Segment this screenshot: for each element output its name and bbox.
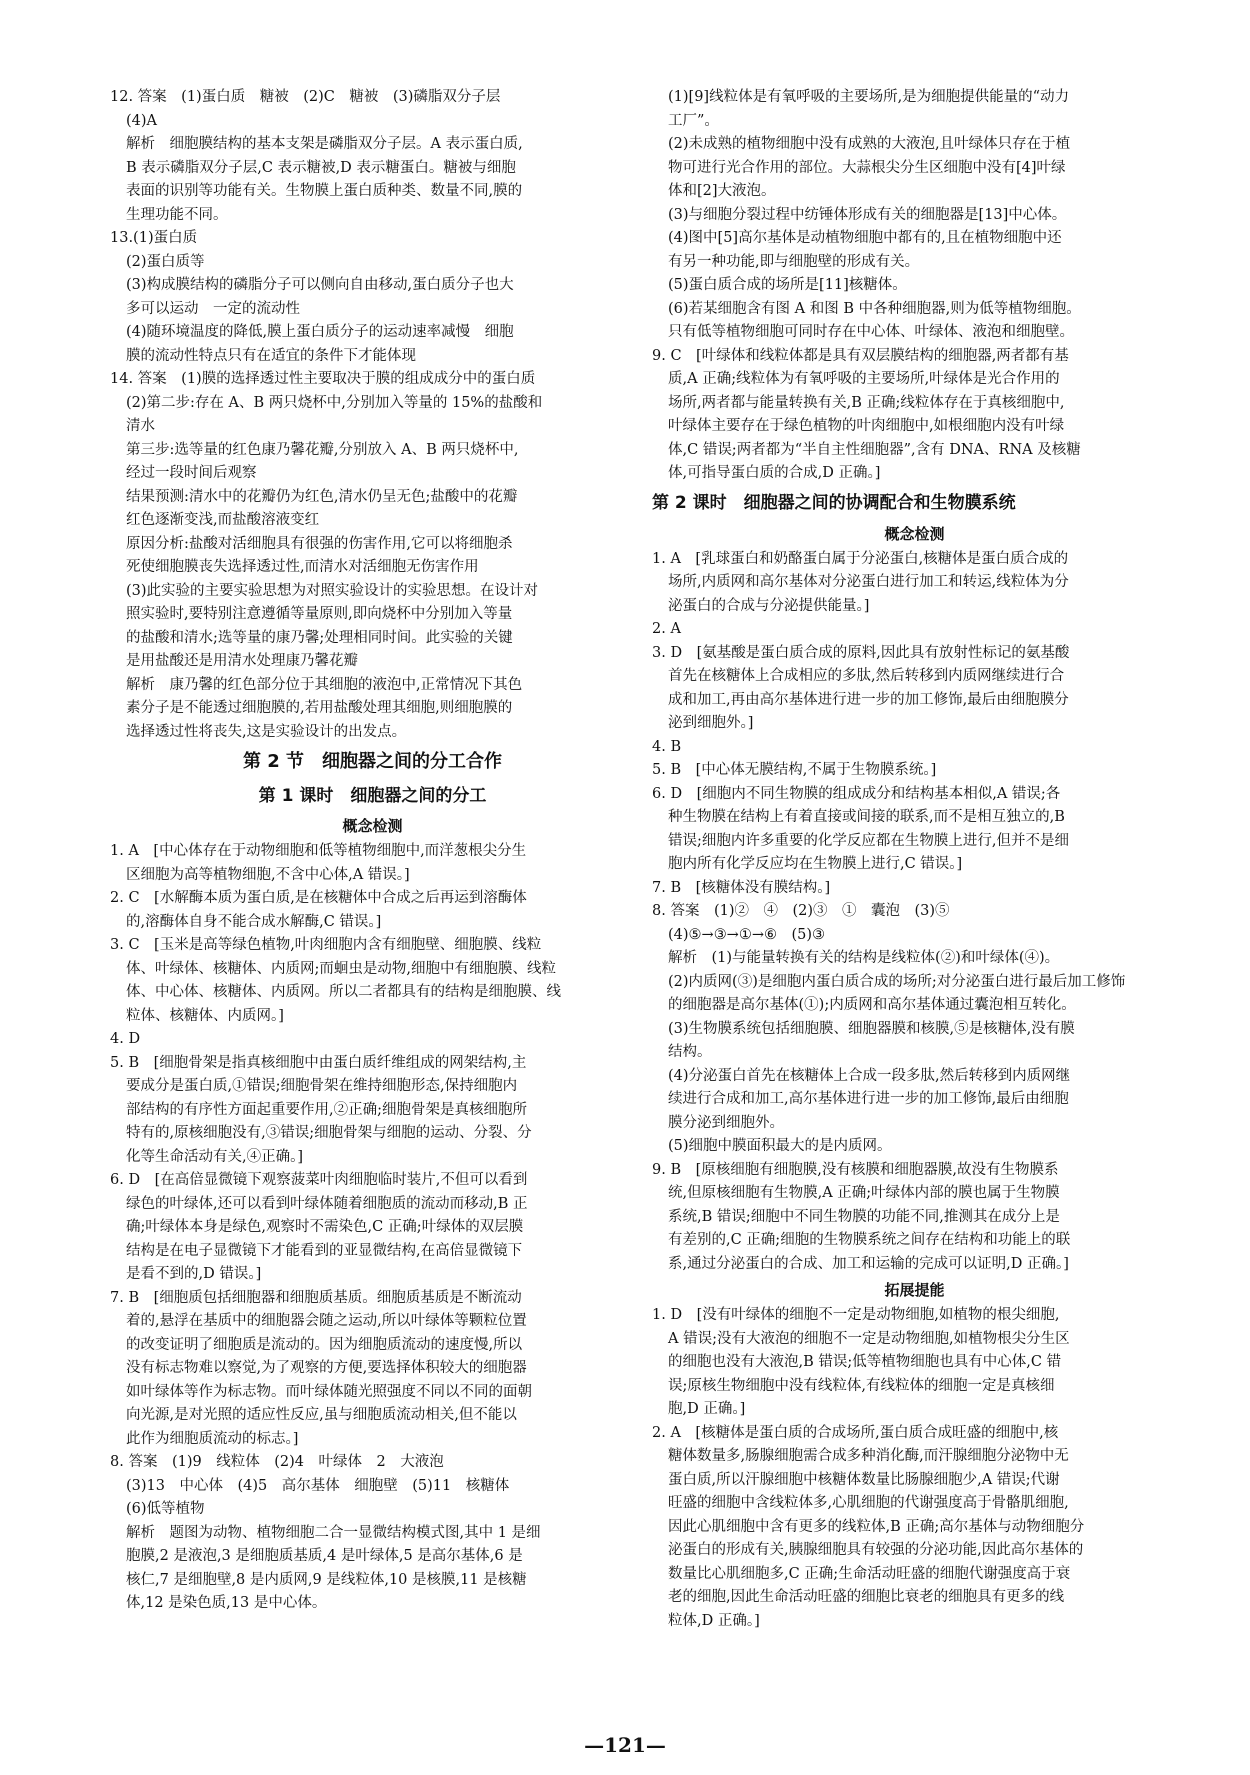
right-line: 种生物膜在结构上有着直接或间接的联系,而不是相互独立的,B [668,809,1065,825]
right-line: (3)生物膜系统包括细胞膜、细胞器膜和核膜,⑤是核糖体,没有膜 [668,1020,1075,1037]
right-line: 第 2 课时 细胞器之间的协调配合和生物膜系统 [652,492,1016,513]
right-line: 因此心肌细胞中含有更多的线粒体,B 正确;高尔基体与动物细胞分 [668,1518,1085,1535]
left-line: 特有的,原核细胞没有,③错误;细胞骨架与细胞的运动、分裂、分 [126,1125,532,1141]
right-line: (2)未成熟的植物细胞中没有成熟的大液泡,且叶绿体只存在于植 [668,136,1071,152]
left-line: 第三步:选等量的红色康乃馨花瓣,分别放入 A、B 两只烧杯中, [126,441,519,458]
left-line: 着的,悬浮在基质中的细胞器会随之运动,所以叶绿体等颗粒位置 [126,1313,527,1329]
right-line: 1. D [没有叶绿体的细胞不一定是动物细胞,如植物的根尖细胞, [652,1307,1060,1323]
left-line: 第 1 课时 细胞器之间的分工 [258,786,487,806]
right-line: 7. B [核糖体没有膜结构。] [652,879,831,896]
right-line: 胞内所有化学反应均在生物膜上进行,C 错误。] [668,856,963,872]
left-line: 生理功能不同。 [126,206,228,223]
right-line: 粒体,D 正确。] [668,1612,760,1629]
right-line: 的细胞也没有大液泡,B 错误;低等植物细胞也具有中心体,C 错 [668,1354,1062,1370]
left-line: 结果预测:清水中的花瓣仍为红色,清水仍呈无色;盐酸中的花瓣 [126,488,518,505]
right-line: 体,可指导蛋白质的合成,D 正确。] [668,465,881,481]
left-line: 绿色的叶绿体,还可以看到叶绿体随着细胞质的流动而移动,B 正 [126,1195,528,1212]
left-line: 13.(1)蛋白质 [110,230,198,246]
right-line: 系统,B 错误;细胞中不同生物膜的功能不同,推测其在成分上是 [668,1208,1060,1225]
right-line: 概念检测 [884,524,945,543]
left-line: 8. 答案 (1)9 线粒体 (2)4 叶绿体 2 大液泡 [110,1454,444,1470]
right-line: 体,C 错误;两者都为“半自主性细胞器”,含有 DNA、RNA 及核糖 [668,441,1081,458]
left-line: 照实验时,要特别注意遵循等量原则,即向烧杯中分别加入等量 [126,606,513,622]
left-column [110,86,635,1616]
right-line: 5. B [中心体无膜结构,不属于生物膜系统。] [652,762,937,778]
right-line: 场所,内质网和高尔基体对分泌蛋白进行加工和转运,线粒体为分 [668,574,1069,590]
left-line: 死使细胞膜丧失选择透过性,而清水对活细胞无伤害作用 [126,559,479,575]
left-line: 素分子是不能透过细胞膜的,若用盐酸处理其细胞,则细胞膜的 [126,700,513,716]
right-line: (4)⑤→③→①→⑥ (5)③ [668,926,826,943]
left-line: (6)低等植物 [126,1501,205,1517]
left-line: 解析 细胞膜结构的基本支架是磷脂双分子层。A 表示蛋白质, [126,136,523,152]
right-line: 4. B [652,738,682,755]
right-line: 场所,两者都与能量转换有关,B 正确;线粒体存在于真核细胞中, [668,394,1065,411]
left-line: 多可以运动 一定的流动性 [126,300,300,317]
right-line: 9. B [原核细胞有细胞膜,没有核膜和细胞器膜,故没有生物膜系 [652,1161,1059,1178]
left-line: (3)13 中心体 (4)5 高尔基体 细胞壁 (5)11 核糖体 [126,1477,510,1494]
right-line: 老的细胞,因此生命活动旺盛的细胞比衰老的细胞具有更多的线 [668,1589,1065,1605]
right-line: 质,A 正确;线粒体为有氧呼吸的主要场所,叶绿体是光合作用的 [668,371,1060,387]
left-line: 化等生命活动有关,④正确。] [126,1148,304,1165]
right-line: 糖体数量多,肠腺细胞需合成多种消化酶,而汗腺细胞分泌物中无 [668,1448,1069,1464]
left-line: 体,12 是染色质,13 是中心体。 [126,1595,327,1611]
right-line: 工厂”。 [668,112,719,129]
right-column [652,86,1177,1633]
left-line: B 表示磷脂双分子层,C 表示糖被,D 表示糖蛋白。糖被与细胞 [126,159,516,176]
left-line: 解析 康乃馨的红色部分位于其细胞的液泡中,正常情况下其色 [126,676,523,693]
left-line: (2)第二步:存在 A、B 两只烧杯中,分别加入等量的 15%的盐酸和 [126,394,543,411]
left-line: 向光源,是对光照的适应性反应,虽与细胞质流动相关,但不能以 [126,1407,517,1423]
right-line: 解析 (1)与能量转换有关的结构是线粒体(②)和叶绿体(④)。 [668,950,1060,966]
right-line: 胞,D 正确。] [668,1401,746,1417]
right-line: (5)细胞中膜面积最大的是内质网。 [668,1138,892,1154]
left-line: 部结构的有序性方面起重要作用,②正确;细胞骨架是真核细胞所 [126,1101,527,1118]
left-line: 区细胞为高等植物细胞,不含中心体,A 错误。] [126,866,410,883]
right-line: (4)分泌蛋白首先在核糖体上合成一段多肽,然后转移到内质网继 [668,1067,1071,1084]
right-line: 泌到细胞外。] [668,715,754,731]
right-line: (6)若某细胞含有图 A 和图 B 中各种细胞器,则为低等植物细胞。 [668,300,1081,317]
left-line: 原因分析:盐酸对活细胞具有很强的伤害作用,它可以将细胞杀 [126,535,513,552]
left-line: 表面的识别等功能有关。生物膜上蛋白质种类、数量不同,膜的 [126,183,523,199]
right-line: 数量比心肌细胞多,C 正确;生命活动旺盛的细胞代谢强度高于衰 [668,1565,1071,1582]
left-line: 14. 答案 (1)膜的选择透过性主要取决于膜的组成成分中的蛋白质 [110,371,536,387]
right-line: 泌蛋白的合成与分泌提供能量。] [668,597,870,614]
right-line: (2)内质网(③)是细胞内蛋白质合成的场所;对分泌蛋白进行最后加工修饰 [668,973,1126,990]
left-line: 核仁,7 是细胞壁,8 是内质网,9 是线粒体,10 是核膜,11 是核糖 [126,1571,527,1588]
left-line: (3)此实验的主要实验思想为对照实验设计的实验思想。在设计对 [126,582,539,599]
left-line: 是用盐酸还是用清水处理康乃馨花瓣 [126,653,358,669]
left-line: 红色逐渐变浅,而盐酸溶液变红 [126,512,320,528]
left-line: 6. D [在高倍显微镜下观察菠菜叶肉细胞临时装片,不但可以看到 [110,1172,528,1188]
left-line: 4. D [110,1031,141,1047]
left-line: 5. B [细胞骨架是指真核细胞中由蛋白质纤维组成的网架结构,主 [110,1054,527,1071]
left-line: 确;叶绿体本身是绿色,观察时不需染色,C 正确;叶绿体的双层膜 [126,1219,524,1235]
right-line: 首先在核糖体上合成相应的多肽,然后转移到内质网继续进行合 [668,668,1065,684]
left-line: 清水 [126,418,155,434]
right-line: 2. A [652,621,681,637]
right-line: 续进行合成和加工,高尔基体进行进一步的加工修饰,最后由细胞 [668,1091,1069,1107]
left-line: 胞膜,2 是液泡,3 是细胞质基质,4 是叶绿体,5 是高尔基体,6 是 [126,1548,523,1564]
right-line: 8. 答案 (1)② ④ (2)③ ① 囊泡 (3)⑤ [652,903,950,919]
left-line: 第 2 节 细胞器之间的分工合作 [242,751,503,772]
right-line: 系,通过分泌蛋白的合成、加工和运输的完成可以证明,D 正确。] [668,1255,1069,1272]
left-line: 2. C [水解酶本质为蛋白质,是在核糖体中合成之后再运到溶酶体 [110,890,527,906]
left-line: 选择透过性将丧失,这是实验设计的出发点。 [126,723,407,740]
right-line: 成和加工,再由高尔基体进行进一步的加工修饰,最后由细胞膜分 [668,691,1069,708]
left-line: 结构是在电子显微镜下才能看到的亚显微结构,在高倍显微镜下 [126,1242,523,1259]
left-line: 体、中心体、核糖体、内质网。所以二者都具有的结构是细胞膜、线 [126,984,561,1000]
right-line: 拓展提能 [884,1281,945,1299]
right-line: 6. D [细胞内不同生物膜的组成成分和结构基本相似,A 错误;各 [652,785,1061,802]
left-line: 1. A [中心体存在于动物细胞和低等植物细胞中,而洋葱根尖分生 [110,843,527,859]
left-line: (4)A [126,112,158,129]
left-line: 的盐酸和清水;选等量的康乃馨;处理相同时间。此实验的关键 [126,629,513,646]
right-line: 统,但原核细胞有生物膜,A 正确;叶绿体内部的膜也属于生物膜 [668,1185,1060,1201]
left-line: 概念检测 [342,817,403,835]
right-line: 只有低等植物细胞可同时存在中心体、叶绿体、液泡和细胞壁。 [668,324,1074,340]
right-line: 膜分泌到细胞外。 [668,1114,784,1131]
right-line: (5)蛋白质合成的场所是[11]核糖体。 [668,277,907,293]
right-line: 的细胞器是高尔基体(①);内质网和高尔基体通过囊泡相互转化。 [668,997,1076,1013]
right-line: 1. A [乳球蛋白和奶酪蛋白属于分泌蛋白,核糖体是蛋白质合成的 [652,550,1069,567]
right-line: 旺盛的细胞中含线粒体多,心肌细胞的代谢强度高于骨骼肌细胞, [668,1495,1069,1511]
page-number: —121— [584,1733,666,1757]
left-line: (4)随环境温度的降低,膜上蛋白质分子的运动速率减慢 细胞 [126,324,514,340]
right-line: 物可进行光合作用的部位。大蒜根尖分生区细胞中没有[4]叶绿 [668,159,1066,176]
left-line: 粒体、核糖体、内质网。] [126,1007,284,1024]
right-line: 误;原核生物细胞中没有线粒体,有线粒体的细胞一定是真核细 [668,1377,1055,1394]
left-line: 7. B [细胞质包括细胞器和细胞质基质。细胞质基质是不断流动 [110,1289,522,1306]
right-line: (3)与细胞分裂过程中纺锤体形成有关的细胞器是[13]中心体。 [668,206,1067,223]
right-line: 2. A [核糖体是蛋白质的合成场所,蛋白质合成旺盛的细胞中,核 [652,1424,1059,1441]
left-line: 3. C [玉米是高等绿色植物,叶肉细胞内含有细胞壁、细胞膜、线粒 [110,937,542,953]
left-line: (2)蛋白质等 [126,253,205,270]
left-line: 没有标志物难以察觉,为了观察的方便,要选择体积较大的细胞器 [126,1360,527,1376]
right-line: A 错误;没有大液泡的细胞不一定是动物细胞,如植物根尖分生区 [668,1330,1070,1347]
right-line: 有另一种功能,即与细胞壁的形成有关。 [668,253,920,270]
right-line: (4)图中[5]高尔基体是动植物细胞中都有的,且在植物细胞中还 [668,230,1062,246]
left-line: 膜的流动性特点只有在适宜的条件下才能体现 [126,347,416,364]
right-line: 9. C [叶绿体和线粒体都是具有双层膜结构的细胞器,两者都有基 [652,347,1069,364]
right-line: 泌蛋白的形成有关,胰腺细胞具有较强的分泌功能,因此高尔基体的 [668,1542,1084,1558]
right-line: 错误;细胞内许多重要的化学反应都在生物膜上进行,但并不是细 [668,832,1069,849]
right-line: (1)[9]线粒体是有氧呼吸的主要场所,是为细胞提供能量的“动力 [668,89,1070,105]
left-line: 要成分是蛋白质,①错误;细胞骨架在维持细胞形态,保持细胞内 [126,1078,518,1094]
left-line: 12. 答案 (1)蛋白质 糖被 (2)C 糖被 (3)磷脂双分子层 [110,89,501,105]
left-line: 此作为细胞质流动的标志。] [126,1430,299,1447]
right-line: 叶绿体主要存在于绿色植物的叶肉细胞中,如根细胞内没有叶绿 [668,418,1065,434]
right-line: 3. D [氨基酸是蛋白质合成的原料,因此具有放射性标记的氨基酸 [652,644,1070,661]
left-line: 是看不到的,D 错误。] [126,1266,262,1282]
right-line: 结构。 [668,1044,712,1060]
left-line: 的,溶酶体自身不能合成水解酶,C 错误。] [126,913,382,930]
right-line: 蛋白质,所以汗腺细胞中核糖体数量比肠腺细胞少,A 错误;代谢 [668,1471,1060,1488]
left-line: (3)构成膜结构的磷脂分子可以侧向自由移动,蛋白质分子也大 [126,277,514,293]
right-line: 有差别的,C 正确;细胞的生物膜系统之间存在结构和功能上的联 [668,1232,1071,1248]
left-line: 解析 题图为动物、植物细胞二合一显微结构模式图,其中 1 是细 [126,1524,541,1541]
left-line: 体、叶绿体、核糖体、内质网;而蛔虫是动物,细胞中有细胞膜、线粒 [126,960,556,977]
left-line: 的改变证明了细胞质是流动的。因为细胞质流动的速度慢,所以 [126,1336,523,1353]
right-line: 体和[2]大液泡。 [668,183,776,199]
left-line: 如叶绿体等作为标志物。而叶绿体随光照强度不同以不同的面朝 [126,1383,532,1400]
left-line: 经过一段时间后观察 [126,465,257,481]
